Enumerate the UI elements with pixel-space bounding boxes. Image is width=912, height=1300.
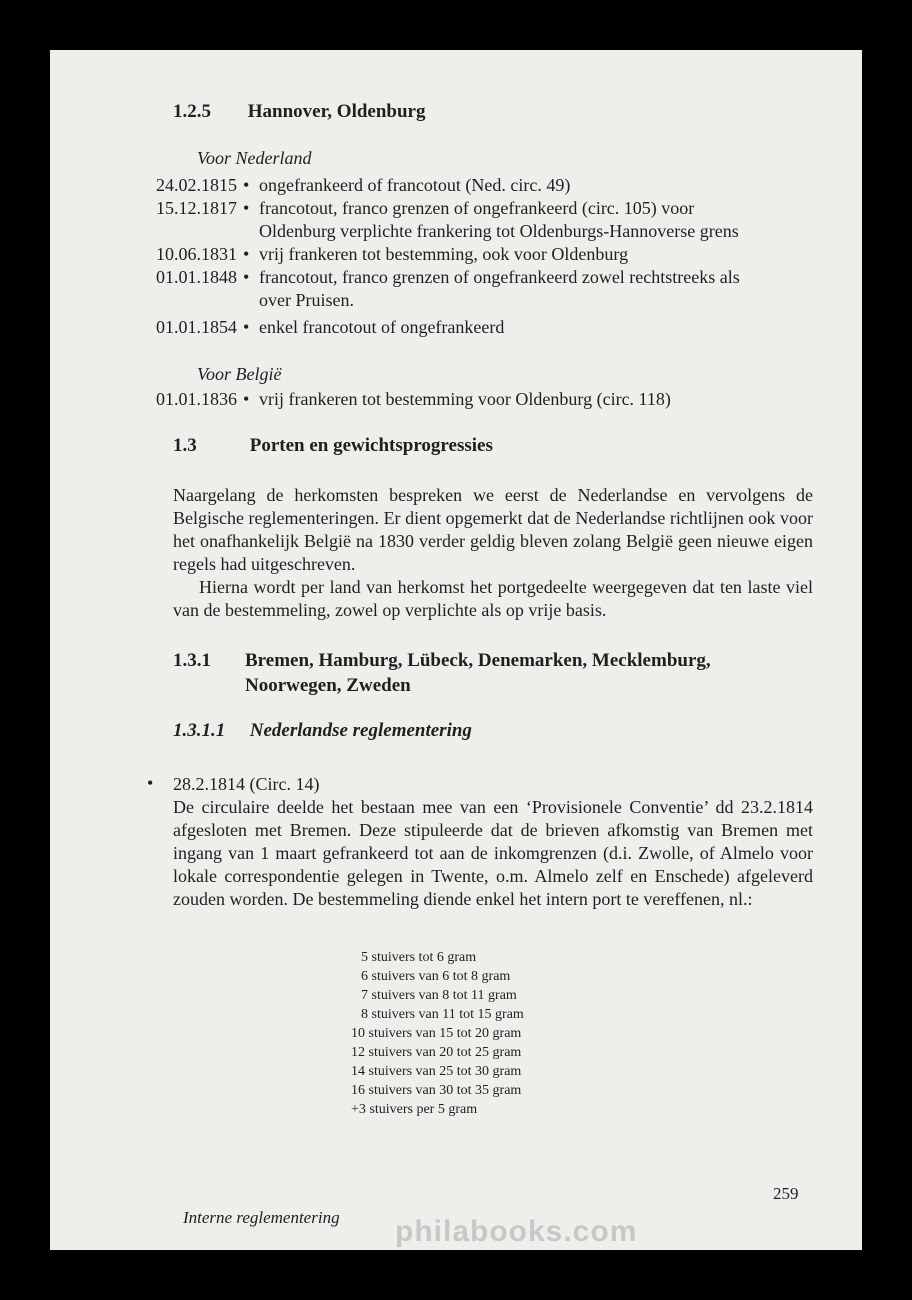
section-13-number: 1.3 (173, 435, 197, 456)
section-13-title: Porten en gewichtsprogressies (249, 435, 493, 456)
entry-date: 24.02.1815 (156, 175, 237, 195)
entry-bullet: • (243, 244, 250, 264)
section-131-number: 1.3.1 (173, 650, 211, 671)
entry-date: 01.01.1848 (156, 267, 237, 287)
entry-text: ongefrankeerd of francotout (Ned. circ. 49) (259, 175, 571, 195)
entry-bullet: • (243, 317, 250, 337)
circ14-block (173, 773, 813, 911)
rate-line: 12 stuivers van 20 tot 25 gram (351, 1045, 522, 1060)
entry-date: 01.01.1854 (156, 317, 237, 337)
voor-nederland-label: Voor Nederland (197, 148, 312, 168)
paragraph: Hierna wordt per land van herkomst het portgedeelte weergegeven dat ten laste viel van de bestemmeling, zowel op verplichte als op vrije basis. (173, 577, 813, 620)
entry-text: francotout, franco grenzen of ongefrankeerd zowel rechtstreeks als (259, 267, 740, 287)
entry-text: vrij frankeren tot bestemming, ook voor Oldenburg (259, 244, 629, 264)
circ14-heading: 28.2.1814 (Circ. 14) (173, 774, 320, 794)
entry-bullet: • (243, 198, 250, 218)
section-125-title: Hannover, Oldenburg (247, 101, 426, 122)
section-13-heading (173, 435, 493, 457)
entry-text: vrij frankeren tot bestemming voor Oldenburg (circ. 118) (259, 389, 671, 409)
section-125-heading (173, 101, 425, 123)
entry-date: 15.12.1817 (156, 198, 237, 218)
rate-line: 7 stuivers van 8 tot 11 gram (361, 988, 517, 1003)
watermark: philabooks.com (395, 1215, 638, 1248)
running-footer: Interne reglementering (183, 1208, 340, 1227)
entry-text: Oldenburg verplichte frankering tot Oldenburgs-Hannoverse grens (259, 221, 739, 241)
entry-text: enkel francotout of ongefrankeerd (259, 317, 505, 337)
rate-line: 6 stuivers van 6 tot 8 gram (361, 969, 511, 984)
section-125-number: 1.2.5 (173, 101, 211, 122)
circ14-text: De circulaire deelde het bestaan mee van een ‘Provisionele Conventie’ dd 23.2.1814 afgesloten met Bremen. Deze stipuleerde dat de brieven afkomstig van Bremen met ingang van 1 maart gefrankeerd tot aan de inkomgrenzen (d.i. Zwolle, of Almelo voor lokale correspondentie gelegen in Twente, o.m. Almelo zelf en Enschede) afgeleverd zouden worden. De bestemmeling diende enkel het intern port te vereffenen, nl.: (173, 797, 813, 909)
section-13-body (173, 484, 813, 622)
rate-list (351, 948, 524, 1119)
rate-line: 8 stuivers van 11 tot 15 gram (361, 1007, 524, 1022)
entry-text: francotout, franco grenzen of ongefrankeerd (circ. 105) voor (259, 198, 695, 218)
rate-line: 16 stuivers van 30 tot 35 gram (351, 1083, 522, 1098)
section-131-title: Bremen, Hamburg, Lübeck, Denemarken, Mecklemburg, (245, 650, 711, 671)
entry-text: over Pruisen. (259, 290, 354, 310)
entry-bullet: • (243, 175, 250, 195)
section-131-title-line2: Noorwegen, Zweden (245, 675, 411, 696)
rate-line: 14 stuivers van 25 tot 30 gram (351, 1064, 522, 1079)
rate-line: 10 stuivers van 15 tot 20 gram (351, 1026, 522, 1041)
rate-line: 5 stuivers tot 6 gram (361, 950, 477, 965)
section-1311-title: Nederlandse reglementering (249, 720, 472, 741)
section-1311-heading (173, 720, 472, 742)
section-1311-number: 1.3.1.1 (173, 720, 226, 741)
voor-belgie-label: Voor België (197, 364, 282, 384)
paragraph: Naargelang de herkomsten bespreken we eerst de Nederlandse en vervolgens de Belgische reglementeringen. Er dient opgemerkt dat de Nederlandse richtlijnen ook voor het onafhankelijk België na 1830 verder geldig bleven zolang België geen nieuwe eigen regels had uitgeschreven. (173, 485, 813, 574)
entry-date: 10.06.1831 (156, 244, 237, 264)
page-number: 259 (773, 1184, 799, 1203)
entry-bullet: • (243, 389, 250, 409)
entry-bullet: • (243, 267, 250, 287)
entry-date: 01.01.1836 (156, 389, 237, 409)
section-131-heading (173, 648, 711, 698)
rate-line: +3 stuivers per 5 gram (351, 1102, 478, 1117)
book-page (50, 50, 862, 1250)
circ14-bullet: • (147, 773, 154, 793)
